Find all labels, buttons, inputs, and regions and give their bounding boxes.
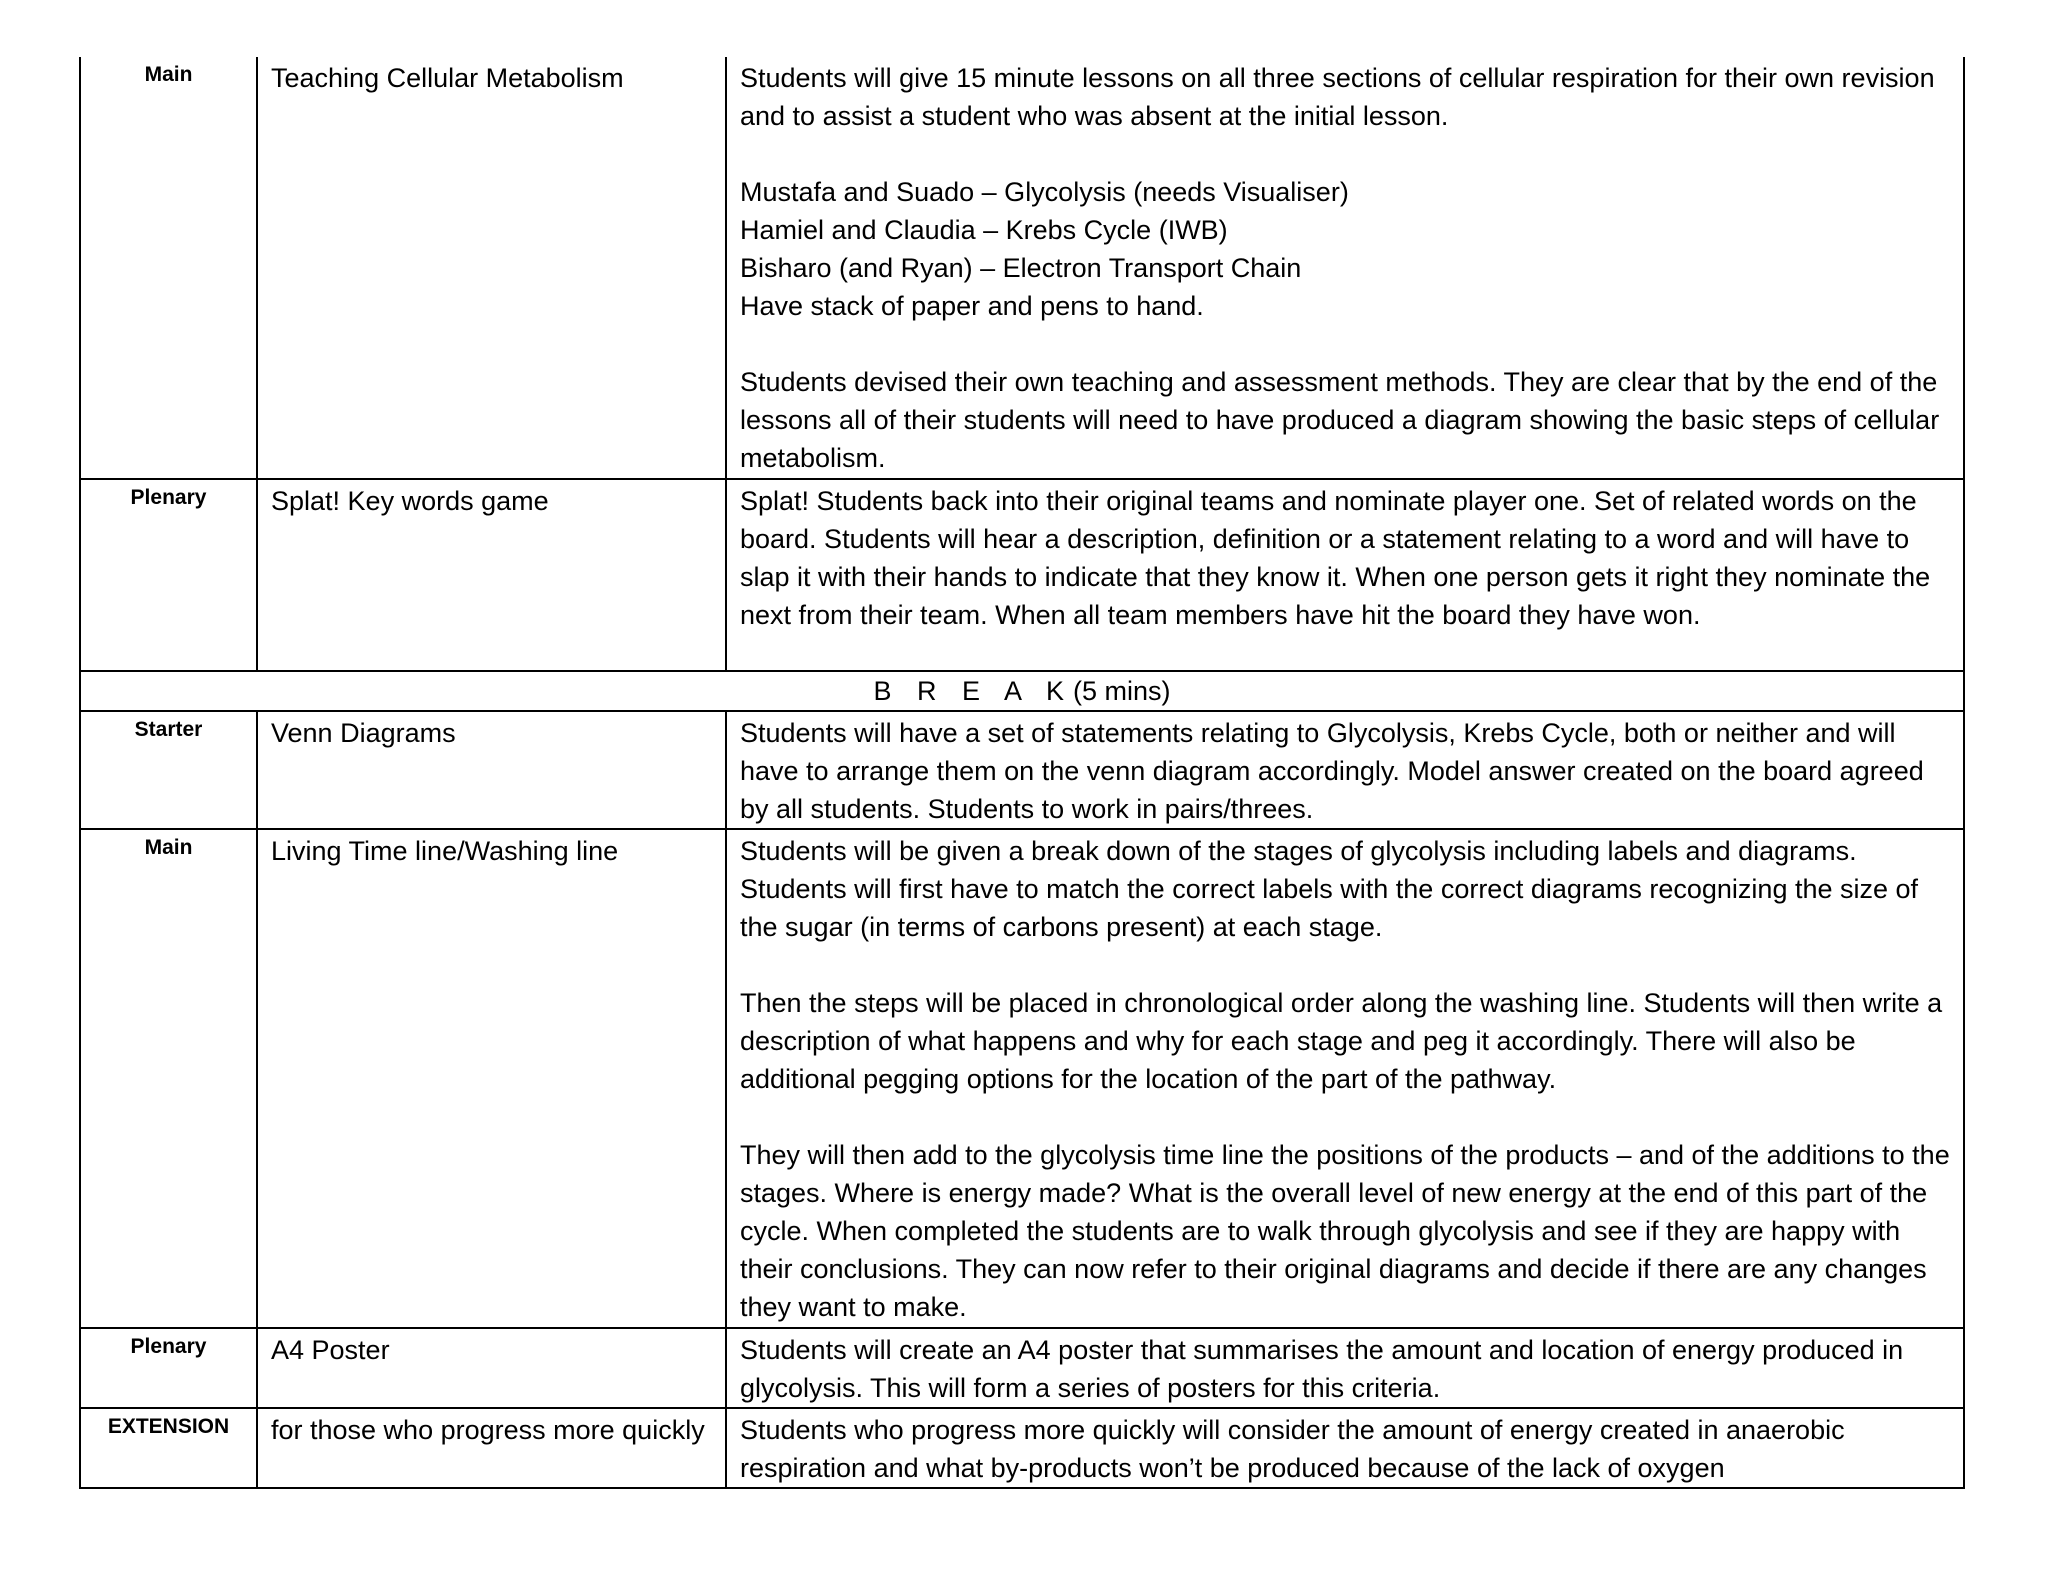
table-row bbox=[80, 479, 1964, 671]
activity-cell: Splat! Key words game bbox=[257, 479, 726, 671]
activity-cell: Teaching Cellular Metabolism bbox=[257, 57, 726, 479]
activity-cell: Venn Diagrams bbox=[257, 711, 726, 829]
team-list bbox=[740, 173, 1951, 325]
description-cell: Splat! Students back into their original teams and nominate player one. Set of related words on the board. Students will hear a description, definition or a statement relating to a word and will have to slap it with their hands to indicate that they know it. When one person gets it right they nominate the next from their team. When all team members have hit the board they have won. bbox=[726, 479, 1964, 671]
break-row bbox=[80, 671, 1964, 711]
stage-cell: Plenary bbox=[80, 1328, 257, 1408]
lesson-plan-table bbox=[79, 57, 1965, 1489]
table-row bbox=[80, 711, 1964, 829]
paragraph: Students devised their own teaching and assessment methods. They are clear that by the end of the lessons all of their students will need to have produced a diagram showing the basic steps of cellular metabolism. bbox=[740, 367, 1940, 473]
activity-cell: for those who progress more quickly bbox=[257, 1408, 726, 1488]
table-row bbox=[80, 1328, 1964, 1408]
table-row bbox=[80, 57, 1964, 479]
description-cell bbox=[726, 829, 1964, 1328]
description-cell: Students who progress more quickly will consider the amount of energy created in anaerobic respiration and what by-products won’t be produced because of the lack of oxygen bbox=[726, 1408, 1964, 1488]
team-line: Mustafa and Suado – Glycolysis (needs Visualiser) bbox=[740, 177, 1349, 207]
paragraph: They will then add to the glycolysis time line the positions of the products – and of the additions to the stages. Where is energy made? What is the overall level of new energy at the end of this part of the cycle. When completed the students are to walk through glycolysis and see if they are happy with their conclusions. They can now refer to their original diagrams and decide if there are any changes they want to make. bbox=[740, 1140, 1950, 1322]
team-line: Hamiel and Claudia – Krebs Cycle (IWB) bbox=[740, 215, 1228, 245]
description-cell: Students will create an A4 poster that summarises the amount and location of energy produced in glycolysis. This will form a series of posters for this criteria. bbox=[726, 1328, 1964, 1408]
stage-cell: Plenary bbox=[80, 479, 257, 671]
stage-cell: Main bbox=[80, 829, 257, 1328]
team-line: Bisharo (and Ryan) – Electron Transport Chain bbox=[740, 253, 1302, 283]
stage-cell: EXTENSION bbox=[80, 1408, 257, 1488]
stage-cell: Starter bbox=[80, 711, 257, 829]
table-row bbox=[80, 1408, 1964, 1488]
break-cell bbox=[80, 671, 1964, 711]
break-duration: (5 mins) bbox=[1073, 676, 1171, 706]
paragraph: Students will be given a break down of the stages of glycolysis including labels and diagrams. Students will first have to match the correct labels with the correct diagrams recognizing the size of the sugar (in terms of carbons present) at each stage. bbox=[740, 836, 1919, 942]
paragraph: Then the steps will be placed in chronological order along the washing line. Students will then write a description of what happens and why for each stage and peg it accordingly. There will also be additional pegging options for the location of the part of the pathway. bbox=[740, 988, 1943, 1094]
table-row bbox=[80, 829, 1964, 1328]
materials-line: Have stack of paper and pens to hand. bbox=[740, 291, 1204, 321]
description-cell: Students will have a set of statements relating to Glycolysis, Krebs Cycle, both or neither and will have to arrange them on the venn diagram accordingly. Model answer created on the board agreed by all students. Students to work in pairs/threes. bbox=[726, 711, 1964, 829]
stage-cell: Main bbox=[80, 57, 257, 479]
activity-cell: A4 Poster bbox=[257, 1328, 726, 1408]
activity-cell: Living Time line/Washing line bbox=[257, 829, 726, 1328]
break-label: B R E A K bbox=[873, 676, 1074, 706]
description-cell bbox=[726, 57, 1964, 479]
paragraph: Students will give 15 minute lessons on all three sections of cellular respiration for their own revision and to assist a student who was absent at the initial lesson. bbox=[740, 63, 1935, 131]
